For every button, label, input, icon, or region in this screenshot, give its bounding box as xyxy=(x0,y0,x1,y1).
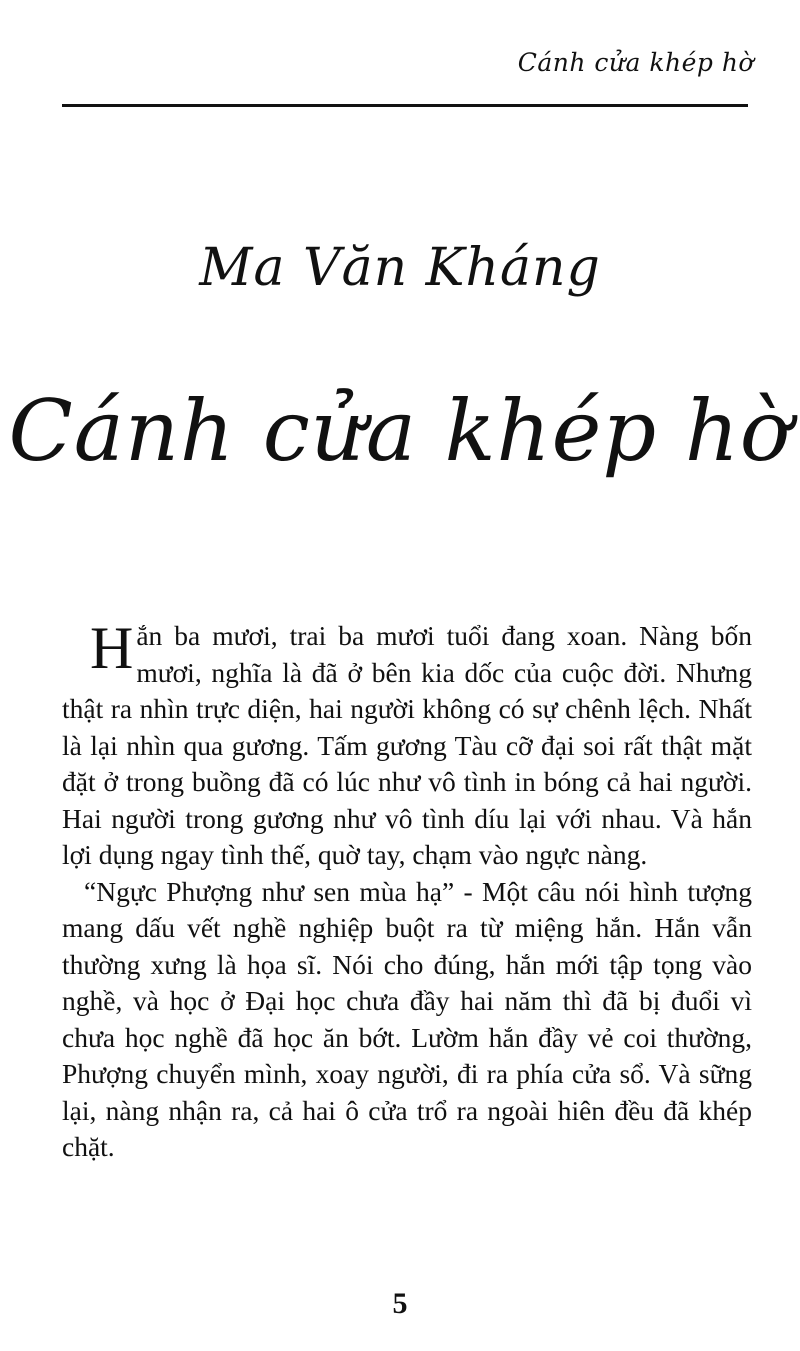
author-name: Ma Văn Kháng xyxy=(199,238,601,298)
paragraph-1 xyxy=(62,615,752,874)
header-divider xyxy=(62,104,748,107)
running-header-title: Cánh cửa khép hờ xyxy=(517,48,754,77)
body-text xyxy=(62,615,752,1166)
paragraph-1-text: ắn ba mươi, trai ba mươi tuổi đang xoan. Nàng bốn mươi, nghĩa là đã ở bên kia dốc của cuộc đời. Nhưng thật ra nhìn trực diện, hai người không có sự chênh lệch. Nhất là lại nhìn qua gương. Tấm gương Tàu cỡ đại soi rất thật mặt đặt ở trong buồng đã có lúc như vô tình in bóng cả hai người. Hai người trong gương như vô tình díu lại với nhau. Và hắn lợi dụng ngay tình thế, quờ tay, chạm vào ngực nàng. xyxy=(62,620,752,870)
page-number: 5 xyxy=(392,1287,408,1320)
book-title: Cánh cửa khép hờ xyxy=(8,382,792,480)
paragraph-2: “Ngực Phượng như sen mùa hạ” - Một câu nói hình tượng mang dấu vết nghề nghiệp buột ra từ miệng hắn. Hắn vẫn thường xưng là họa sĩ. Nói cho đúng, hắn mới tập tọng vào nghề, và học ở Đại học chưa đầy hai năm thì đã bị đuổi vì chưa học nghề đã học ăn bớt. Lườm hắn đầy vẻ coi thường, Phượng chuyển mình, xoay người, đi ra phía cửa sổ. Và sững lại, nàng nhận ra, cả hai ô cửa trổ ra ngoài hiên đều đã khép chặt. xyxy=(62,875,752,1162)
drop-cap: H xyxy=(90,615,134,681)
